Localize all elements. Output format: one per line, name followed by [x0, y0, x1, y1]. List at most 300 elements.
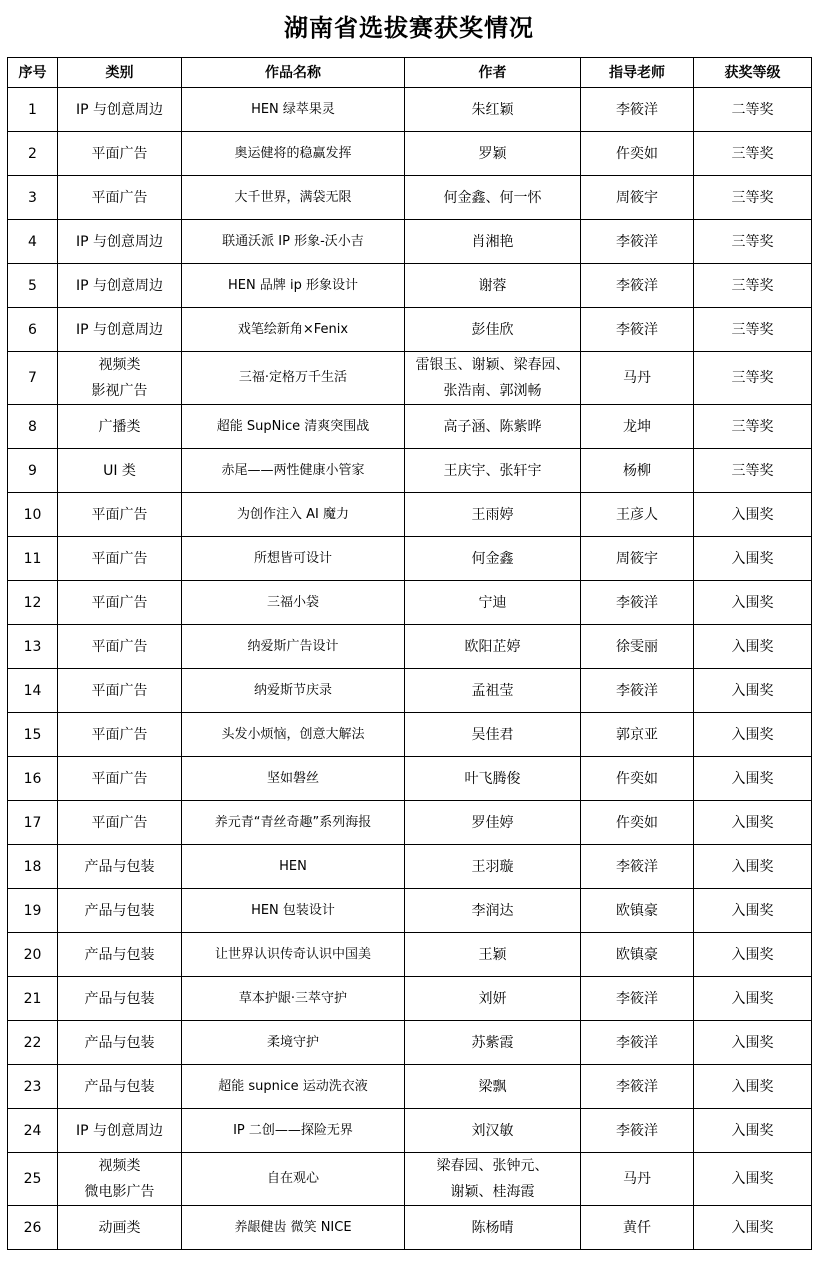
- cell-index-text: 26: [23, 1219, 42, 1236]
- cell-index-text: 12: [23, 594, 42, 611]
- cell-award-level: [694, 845, 812, 889]
- cell-category: [58, 1109, 182, 1153]
- cell-teacher-text: 李筱洋: [616, 1034, 658, 1051]
- table-row: [8, 537, 812, 581]
- cell-award-level-text: 入围奖: [731, 682, 774, 699]
- cell-award-level-text: 入围奖: [731, 594, 774, 611]
- cell-author-text: 谢颖、桂海霞: [450, 1184, 535, 1200]
- cell-category-text: IP 与创意周边: [75, 101, 164, 118]
- cell-index-text: 8: [28, 418, 37, 435]
- cell-category: [58, 493, 182, 537]
- cell-award-level: [694, 1021, 812, 1065]
- cell-award-level-text: 入围奖: [731, 726, 774, 743]
- cell-award-level-text: 入围奖: [731, 1034, 774, 1051]
- cell-award-level: [694, 713, 812, 757]
- cell-work-title: [182, 625, 405, 669]
- cell-author: [405, 625, 581, 669]
- cell-work-title: [182, 713, 405, 757]
- cell-category: [58, 845, 182, 889]
- table-row: [8, 669, 812, 713]
- cell-teacher: [581, 801, 694, 845]
- cell-award-level-text: 入围奖: [731, 990, 774, 1007]
- cell-index: [8, 757, 58, 801]
- cell-teacher-text: 李筱洋: [616, 1122, 658, 1139]
- header-author: 作者: [405, 58, 581, 88]
- cell-award-level-text: 三等奖: [731, 370, 774, 386]
- cell-award-level-text: 入围奖: [731, 946, 774, 963]
- cell-work-title-text: 为创作注入 AI 魔力: [237, 506, 349, 522]
- cell-category: [58, 977, 182, 1021]
- table-row: [8, 405, 812, 449]
- cell-category: [58, 264, 182, 308]
- cell-category: [58, 537, 182, 581]
- cell-teacher: [581, 625, 694, 669]
- cell-category-text: IP 与创意周边: [75, 233, 164, 250]
- cell-category-text: UI 类: [103, 462, 136, 479]
- cell-teacher: [581, 889, 694, 933]
- header-award-level: 获奖等级: [694, 58, 812, 88]
- cell-index: [8, 88, 58, 132]
- cell-author: [405, 889, 581, 933]
- cell-teacher: [581, 88, 694, 132]
- cell-category-text: IP 与创意周边: [75, 1122, 164, 1139]
- cell-index-text: 23: [23, 1078, 42, 1095]
- cell-category: [58, 801, 182, 845]
- header-category: 类别: [58, 58, 182, 88]
- header-index: 序号: [8, 58, 58, 88]
- cell-author-text: 张浩南、郭浏畅: [443, 383, 542, 399]
- cell-category-text: 广播类: [98, 418, 141, 435]
- table-row: [8, 308, 812, 352]
- cell-author: [405, 449, 581, 493]
- cell-index: [8, 405, 58, 449]
- cell-teacher: [581, 308, 694, 352]
- cell-teacher-text: 马丹: [623, 370, 651, 386]
- cell-work-title: [182, 264, 405, 308]
- table-row: [8, 933, 812, 977]
- cell-work-title-text: 纳爱斯广告设计: [247, 638, 339, 654]
- table-row: [8, 801, 812, 845]
- cell-index: [8, 713, 58, 757]
- cell-award-level: [694, 449, 812, 493]
- cell-work-title: [182, 88, 405, 132]
- cell-teacher: [581, 132, 694, 176]
- cell-teacher-text: 黄仟: [623, 1219, 651, 1236]
- cell-award-level-text: 入围奖: [731, 1122, 774, 1139]
- cell-work-title-text: 奥运健将的稳赢发挥: [234, 145, 352, 161]
- cell-author-text: 欧阳芷婷: [464, 638, 521, 655]
- cell-index: [8, 977, 58, 1021]
- cell-award-level: [694, 1153, 812, 1206]
- cell-author: [405, 308, 581, 352]
- cell-teacher-text: 杨柳: [623, 462, 651, 479]
- cell-category-text: 平面广告: [91, 814, 148, 831]
- cell-award-level-text: 三等奖: [731, 321, 774, 338]
- table-row: [8, 757, 812, 801]
- cell-work-title: [182, 1109, 405, 1153]
- cell-author-text: 朱红颖: [471, 101, 514, 118]
- cell-category-text: IP 与创意周边: [75, 277, 164, 294]
- table-header-row: [8, 58, 812, 88]
- cell-author-text: 叶飞腾俊: [464, 770, 521, 787]
- cell-category-text: 产品与包装: [84, 902, 155, 919]
- cell-author-text: 梁春园、张钟元、: [436, 1158, 549, 1174]
- cell-category-text: 产品与包装: [84, 1078, 155, 1095]
- cell-author-text: 罗佳婷: [471, 814, 514, 831]
- table-row: [8, 1206, 812, 1250]
- cell-award-level: [694, 625, 812, 669]
- cell-award-level: [694, 889, 812, 933]
- cell-author: [405, 977, 581, 1021]
- cell-index-text: 11: [23, 550, 42, 567]
- cell-award-level-text: 入围奖: [731, 1219, 774, 1236]
- cell-work-title-text: 所想皆可设计: [253, 550, 332, 566]
- cell-work-title-text: 赤尾——两性健康小管家: [221, 462, 365, 478]
- cell-author: [405, 845, 581, 889]
- cell-category: [58, 669, 182, 713]
- cell-award-level-text: 三等奖: [731, 277, 774, 294]
- cell-index-text: 21: [23, 990, 42, 1007]
- cell-index: [8, 493, 58, 537]
- table-row: [8, 713, 812, 757]
- cell-author-text: 肖湘艳: [471, 233, 514, 250]
- cell-category: [58, 1021, 182, 1065]
- cell-teacher: [581, 933, 694, 977]
- cell-work-title: [182, 1065, 405, 1109]
- cell-award-level-text: 三等奖: [731, 145, 774, 162]
- cell-teacher-text: 仵奕如: [616, 145, 658, 162]
- cell-category: [58, 1206, 182, 1250]
- cell-teacher-text: 王彦人: [616, 506, 658, 523]
- cell-author-text: 王羽璇: [471, 858, 514, 875]
- cell-category-text: 产品与包装: [84, 990, 155, 1007]
- cell-category-text: 平面广告: [91, 770, 148, 787]
- cell-teacher: [581, 264, 694, 308]
- cell-work-title-text: 超能 supnice 运动洗衣液: [218, 1078, 368, 1094]
- cell-work-title: [182, 889, 405, 933]
- cell-work-title: [182, 845, 405, 889]
- cell-category: [58, 933, 182, 977]
- cell-author: [405, 933, 581, 977]
- cell-index: [8, 1206, 58, 1250]
- cell-author: [405, 1153, 581, 1206]
- cell-teacher: [581, 405, 694, 449]
- cell-teacher-text: 周筱宇: [616, 189, 658, 206]
- cell-category-text: 平面广告: [91, 682, 148, 699]
- cell-teacher-text: 李筱洋: [616, 101, 658, 118]
- table-row: [8, 88, 812, 132]
- cell-work-title: [182, 1206, 405, 1250]
- cell-category: [58, 449, 182, 493]
- cell-teacher: [581, 669, 694, 713]
- cell-work-title: [182, 757, 405, 801]
- cell-work-title-text: 三福·定格万千生活: [238, 370, 348, 385]
- cell-award-level: [694, 264, 812, 308]
- cell-index-text: 6: [28, 321, 37, 338]
- cell-category-text: 视频类: [98, 357, 141, 373]
- cell-index-text: 17: [23, 814, 42, 831]
- cell-category: [58, 757, 182, 801]
- cell-author-text: 高子涵、陈紫晔: [443, 418, 542, 435]
- cell-teacher: [581, 220, 694, 264]
- cell-author-text: 王庆宇、张轩宇: [443, 462, 542, 479]
- cell-category: [58, 1153, 182, 1206]
- cell-index: [8, 845, 58, 889]
- cell-award-level-text: 三等奖: [731, 189, 774, 206]
- cell-award-level: [694, 581, 812, 625]
- cell-author: [405, 1109, 581, 1153]
- table-row: [8, 220, 812, 264]
- cell-award-level: [694, 1065, 812, 1109]
- cell-teacher: [581, 1065, 694, 1109]
- cell-author: [405, 537, 581, 581]
- cell-award-level: [694, 537, 812, 581]
- cell-author: [405, 405, 581, 449]
- cell-author: [405, 1206, 581, 1250]
- cell-author-text: 宁迪: [478, 594, 507, 611]
- cell-category: [58, 1065, 182, 1109]
- cell-index-text: 10: [23, 506, 42, 523]
- table-row: [8, 493, 812, 537]
- cell-author-text: 孟祖莹: [471, 682, 514, 699]
- cell-work-title-text: 戏笔绘新角×Fenix: [237, 321, 349, 337]
- cell-award-level: [694, 308, 812, 352]
- cell-teacher-text: 仵奕如: [616, 814, 658, 831]
- table-row: [8, 889, 812, 933]
- cell-category-text: 动画类: [98, 1219, 141, 1236]
- cell-teacher-text: 李筱洋: [616, 277, 658, 294]
- cell-index: [8, 537, 58, 581]
- cell-work-title-text: 大千世界，满袋无限: [234, 189, 352, 205]
- cell-work-title: [182, 669, 405, 713]
- cell-award-level-text: 入围奖: [731, 1078, 774, 1095]
- cell-work-title: [182, 977, 405, 1021]
- cell-index-text: 2: [28, 145, 37, 162]
- cell-work-title: [182, 132, 405, 176]
- cell-index: [8, 1109, 58, 1153]
- cell-index: [8, 1065, 58, 1109]
- cell-work-title-text: HEN: [279, 858, 307, 874]
- cell-award-level-text: 入围奖: [731, 550, 774, 567]
- cell-index: [8, 933, 58, 977]
- cell-category-text: 微电影广告: [84, 1184, 155, 1200]
- table-row: [8, 581, 812, 625]
- cell-award-level-text: 入围奖: [731, 638, 774, 655]
- cell-category: [58, 132, 182, 176]
- cell-index-text: 1: [28, 101, 37, 118]
- cell-author-text: 罗颖: [478, 145, 507, 162]
- cell-author-text: 苏紫霞: [471, 1034, 514, 1051]
- cell-work-title: [182, 449, 405, 493]
- cell-index-text: 3: [28, 189, 37, 206]
- cell-index-text: 15: [23, 726, 42, 743]
- cell-index: [8, 625, 58, 669]
- cell-index-text: 25: [23, 1171, 42, 1187]
- header-teacher: 指导老师: [581, 58, 694, 88]
- cell-award-level: [694, 220, 812, 264]
- cell-teacher-text: 周筱宇: [616, 550, 658, 567]
- cell-category-text: 平面广告: [91, 594, 148, 611]
- cell-category-text: 影视广告: [91, 383, 148, 399]
- cell-work-title: [182, 1021, 405, 1065]
- cell-award-level: [694, 1206, 812, 1250]
- cell-category: [58, 625, 182, 669]
- table-row: [8, 176, 812, 220]
- cell-index: [8, 264, 58, 308]
- table-row: [8, 845, 812, 889]
- cell-index-text: 24: [23, 1122, 42, 1139]
- cell-teacher: [581, 977, 694, 1021]
- cell-category: [58, 88, 182, 132]
- cell-work-title: [182, 308, 405, 352]
- cell-category-text: 产品与包装: [84, 858, 155, 875]
- cell-category-text: 平面广告: [91, 189, 148, 206]
- cell-author: [405, 801, 581, 845]
- cell-award-level: [694, 132, 812, 176]
- cell-author: [405, 352, 581, 405]
- table-row: [8, 1153, 812, 1206]
- cell-author-text: 李润达: [471, 902, 514, 919]
- cell-author: [405, 220, 581, 264]
- cell-work-title: [182, 352, 405, 405]
- cell-index-text: 18: [23, 858, 42, 875]
- cell-award-level-text: 入围奖: [731, 858, 774, 875]
- cell-category: [58, 308, 182, 352]
- cell-teacher-text: 李筱洋: [616, 594, 658, 611]
- cell-author-text: 刘汉敏: [471, 1122, 514, 1139]
- table-row: [8, 625, 812, 669]
- cell-index: [8, 132, 58, 176]
- cell-teacher-text: 李筱洋: [616, 233, 658, 250]
- cell-index-text: 5: [28, 277, 37, 294]
- cell-category: [58, 352, 182, 405]
- cell-author-text: 雷银玉、谢颖、梁春园、: [415, 357, 570, 373]
- cell-index: [8, 1153, 58, 1206]
- cell-work-title-text: 自在观心: [266, 1171, 319, 1186]
- cell-author-text: 吴佳君: [471, 726, 514, 743]
- cell-teacher: [581, 1206, 694, 1250]
- cell-author-text: 何金鑫、何一怀: [443, 189, 542, 206]
- cell-author: [405, 88, 581, 132]
- cell-author: [405, 132, 581, 176]
- cell-teacher: [581, 845, 694, 889]
- cell-index: [8, 801, 58, 845]
- cell-work-title-text: 纳爱斯节庆录: [253, 682, 332, 698]
- cell-teacher: [581, 713, 694, 757]
- table-row: [8, 1109, 812, 1153]
- cell-teacher-text: 龙坤: [623, 418, 651, 435]
- table-row: [8, 977, 812, 1021]
- cell-author: [405, 264, 581, 308]
- cell-award-level-text: 入围奖: [731, 814, 774, 831]
- cell-index: [8, 352, 58, 405]
- cell-teacher-text: 仵奕如: [616, 770, 658, 787]
- cell-teacher: [581, 493, 694, 537]
- cell-author: [405, 1065, 581, 1109]
- cell-award-level-text: 入围奖: [731, 506, 774, 523]
- cell-teacher-text: 徐雯丽: [616, 638, 658, 655]
- table-row: [8, 1065, 812, 1109]
- cell-index: [8, 308, 58, 352]
- cell-author-text: 彭佳欣: [471, 321, 514, 338]
- cell-teacher: [581, 757, 694, 801]
- cell-index: [8, 889, 58, 933]
- cell-index-text: 22: [23, 1034, 42, 1051]
- cell-teacher-text: 李筱洋: [616, 1078, 658, 1095]
- cell-index-text: 20: [23, 946, 42, 963]
- cell-award-level-text: 入围奖: [731, 902, 774, 919]
- table-row: [8, 352, 812, 405]
- cell-work-title-text: 头发小烦恼，创意大解法: [221, 726, 365, 742]
- cell-teacher: [581, 449, 694, 493]
- cell-work-title-text: 坚如磐丝: [266, 770, 319, 786]
- cell-author-text: 何金鑫: [471, 550, 514, 567]
- cell-author: [405, 757, 581, 801]
- cell-work-title-text: 养元青“青丝奇趣”系列海报: [214, 814, 372, 830]
- cell-author-text: 梁飘: [478, 1078, 507, 1095]
- cell-author: [405, 669, 581, 713]
- cell-category-text: 平面广告: [91, 506, 148, 523]
- cell-author-text: 谢蓉: [478, 277, 507, 294]
- cell-author: [405, 581, 581, 625]
- cell-work-title-text: HEN 品牌 ip 形象设计: [228, 277, 358, 293]
- cell-author-text: 王颖: [478, 946, 507, 963]
- cell-index: [8, 449, 58, 493]
- cell-award-level: [694, 1109, 812, 1153]
- cell-category-text: 平面广告: [91, 145, 148, 162]
- cell-award-level: [694, 757, 812, 801]
- cell-teacher-text: 欧镇豪: [616, 946, 658, 963]
- cell-teacher-text: 李筱洋: [616, 858, 658, 875]
- cell-category-text: 平面广告: [91, 550, 148, 567]
- table-row: [8, 449, 812, 493]
- cell-teacher-text: 李筱洋: [616, 990, 658, 1007]
- cell-teacher: [581, 1021, 694, 1065]
- cell-category: [58, 889, 182, 933]
- cell-category: [58, 220, 182, 264]
- cell-index: [8, 669, 58, 713]
- cell-work-title-text: 联通沃派 IP 形象-沃小吉: [222, 233, 364, 249]
- cell-award-level-text: 二等奖: [731, 101, 774, 118]
- cell-award-level: [694, 977, 812, 1021]
- header-work-title: 作品名称: [182, 58, 405, 88]
- cell-work-title: [182, 220, 405, 264]
- cell-award-level-text: 入围奖: [731, 1171, 774, 1187]
- cell-category: [58, 176, 182, 220]
- cell-work-title: [182, 581, 405, 625]
- cell-work-title: [182, 176, 405, 220]
- cell-author: [405, 493, 581, 537]
- cell-teacher: [581, 581, 694, 625]
- cell-work-title-text: 超能 SupNice 清爽突围战: [216, 418, 370, 434]
- cell-index-text: 7: [28, 370, 37, 386]
- table-row: [8, 1021, 812, 1065]
- cell-work-title-text: HEN 绿萃果灵: [251, 101, 335, 117]
- cell-index: [8, 581, 58, 625]
- cell-award-level: [694, 801, 812, 845]
- cell-award-level-text: 三等奖: [731, 418, 774, 435]
- table-row: [8, 264, 812, 308]
- cell-work-title: [182, 801, 405, 845]
- cell-category: [58, 713, 182, 757]
- cell-category-text: 平面广告: [91, 638, 148, 655]
- cell-work-title: [182, 1153, 405, 1206]
- page-title: 湖南省选拔赛获奖情况: [284, 13, 534, 42]
- cell-work-title-text: 草本护龈·三萃守护: [238, 990, 348, 1006]
- awards-table: [7, 57, 812, 1250]
- cell-teacher: [581, 1109, 694, 1153]
- cell-award-level: [694, 933, 812, 977]
